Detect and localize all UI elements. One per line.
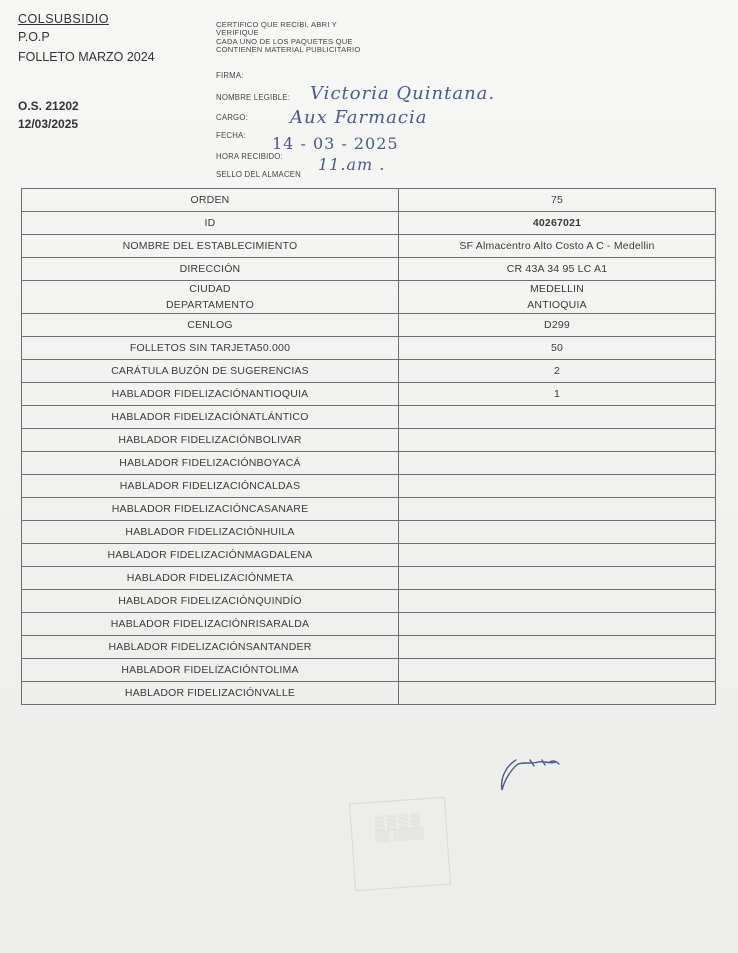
row-label: HABLADOR FIDELIZACIÓNCASANARE <box>22 498 399 521</box>
hora-label: HORA RECIBIDO: <box>216 152 283 161</box>
table-row <box>22 636 716 659</box>
table-row <box>22 383 716 406</box>
table-row <box>22 189 716 212</box>
row-label: HABLADOR FIDELIZACIÓNQUINDÍO <box>22 590 399 613</box>
table-row <box>22 314 716 337</box>
table-row <box>22 212 716 235</box>
row-value <box>399 406 716 429</box>
faded-stamp: ▒▒▒▒ ▒▒ ▒▒▒▒ <box>349 797 451 891</box>
table-row <box>22 258 716 281</box>
table-row <box>22 682 716 705</box>
row-label: HABLADOR FIDELIZACIÓNANTIOQUIA <box>22 383 399 406</box>
table-row <box>22 406 716 429</box>
row-label: DIRECCIÓN <box>22 258 399 281</box>
row-value <box>399 498 716 521</box>
row-value: 1 <box>399 383 716 406</box>
table-row <box>22 498 716 521</box>
cert-line-4: CONTIENEN MATERIAL PUBLICITARIO <box>216 44 361 54</box>
row-value: 75 <box>399 189 716 212</box>
cert-line-1: CERTIFICO QUE RECIBI, ABRI Y <box>216 20 337 29</box>
row-label: CIUDAD <box>22 281 399 298</box>
table-row <box>22 452 716 475</box>
delivery-table <box>21 188 716 705</box>
table-row <box>22 475 716 498</box>
nombre-label: NOMBRE LEGIBLE: <box>216 93 291 102</box>
table-row <box>22 590 716 613</box>
row-label: HABLADOR FIDELIZACIÓNCALDAS <box>22 475 399 498</box>
firma-label: FIRMA: <box>216 71 244 80</box>
row-value <box>399 544 716 567</box>
row-value: MEDELLIN <box>399 281 716 298</box>
cargo-label: CARGO: <box>216 113 248 122</box>
table-row <box>22 235 716 258</box>
row-value <box>399 475 716 498</box>
table-row <box>22 281 716 298</box>
os-number: O.S. 21202 <box>18 99 79 113</box>
row-value <box>399 613 716 636</box>
signature-mark <box>494 752 594 802</box>
table-row <box>22 297 716 314</box>
row-value <box>399 521 716 544</box>
row-value <box>399 636 716 659</box>
table-row <box>22 429 716 452</box>
row-label: NOMBRE DEL ESTABLECIMIENTO <box>22 235 399 258</box>
row-value <box>399 590 716 613</box>
row-label: ID <box>22 212 399 235</box>
handwritten-cargo: Aux Farmacia <box>290 107 428 128</box>
row-label: DEPARTAMENTO <box>22 297 399 314</box>
row-value: 2 <box>399 360 716 383</box>
row-value <box>399 682 716 705</box>
row-label: HABLADOR FIDELIZACIÓNHUILA <box>22 521 399 544</box>
order-service-block <box>18 97 79 133</box>
row-label: HABLADOR FIDELIZACIÓNVALLE <box>22 682 399 705</box>
row-label: HABLADOR FIDELIZACIÓNRISARALDA <box>22 613 399 636</box>
campaign-title: FOLLETO MARZO 2024 <box>18 50 155 64</box>
handwritten-nombre: Victoria Quintana. <box>310 83 496 104</box>
row-value <box>399 567 716 590</box>
row-label: HABLADOR FIDELIZACIÓNBOYACÁ <box>22 452 399 475</box>
row-value <box>399 452 716 475</box>
table-row <box>22 613 716 636</box>
row-label: HABLADOR FIDELIZACIÓNSANTANDER <box>22 636 399 659</box>
row-label: CARÁTULA BUZÓN DE SUGERENCIAS <box>22 360 399 383</box>
table-row <box>22 360 716 383</box>
row-label: HABLADOR FIDELIZACIÓNATLÁNTICO <box>22 406 399 429</box>
row-value <box>399 659 716 682</box>
fecha-label: FECHA: <box>216 131 246 140</box>
row-label: CENLOG <box>22 314 399 337</box>
header-block <box>18 10 155 66</box>
table-row <box>22 544 716 567</box>
row-value: D299 <box>399 314 716 337</box>
company-name: COLSUBSIDIO <box>18 12 109 26</box>
table-row <box>22 337 716 360</box>
row-label: HABLADOR FIDELIZACIÓNBOLIVAR <box>22 429 399 452</box>
row-label: HABLADOR FIDELIZACIÓNMETA <box>22 567 399 590</box>
row-label: HABLADOR FIDELIZACIÓNMAGDALENA <box>22 544 399 567</box>
handwritten-fecha: 14 - 03 - 2025 <box>272 134 399 153</box>
row-value: 40267021 <box>399 212 716 235</box>
pop-label: P.O.P <box>18 30 50 44</box>
os-date: 12/03/2025 <box>18 117 79 131</box>
row-label: ORDEN <box>22 189 399 212</box>
cert-line-3: CADA UNO DE LOS PAQUETES QUE <box>216 36 353 46</box>
row-label: FOLLETOS SIN TARJETA50.000 <box>22 337 399 360</box>
handwritten-hora: 11.am . <box>318 155 386 174</box>
row-value: 50 <box>399 337 716 360</box>
cert-line-2: VERIFIQUE <box>216 28 259 38</box>
table-row <box>22 521 716 544</box>
row-value: CR 43A 34 95 LC A1 <box>399 258 716 281</box>
table-row <box>22 659 716 682</box>
row-label: HABLADOR FIDELIZACIÓNTOLIMA <box>22 659 399 682</box>
row-value: SF Almacentro Alto Costo A C - Medellin <box>399 235 716 258</box>
row-value <box>399 429 716 452</box>
sello-label: SELLO DEL ALMACEN <box>216 170 302 179</box>
table-row <box>22 567 716 590</box>
row-value: ANTIOQUIA <box>399 297 716 314</box>
certification-text <box>216 21 360 54</box>
